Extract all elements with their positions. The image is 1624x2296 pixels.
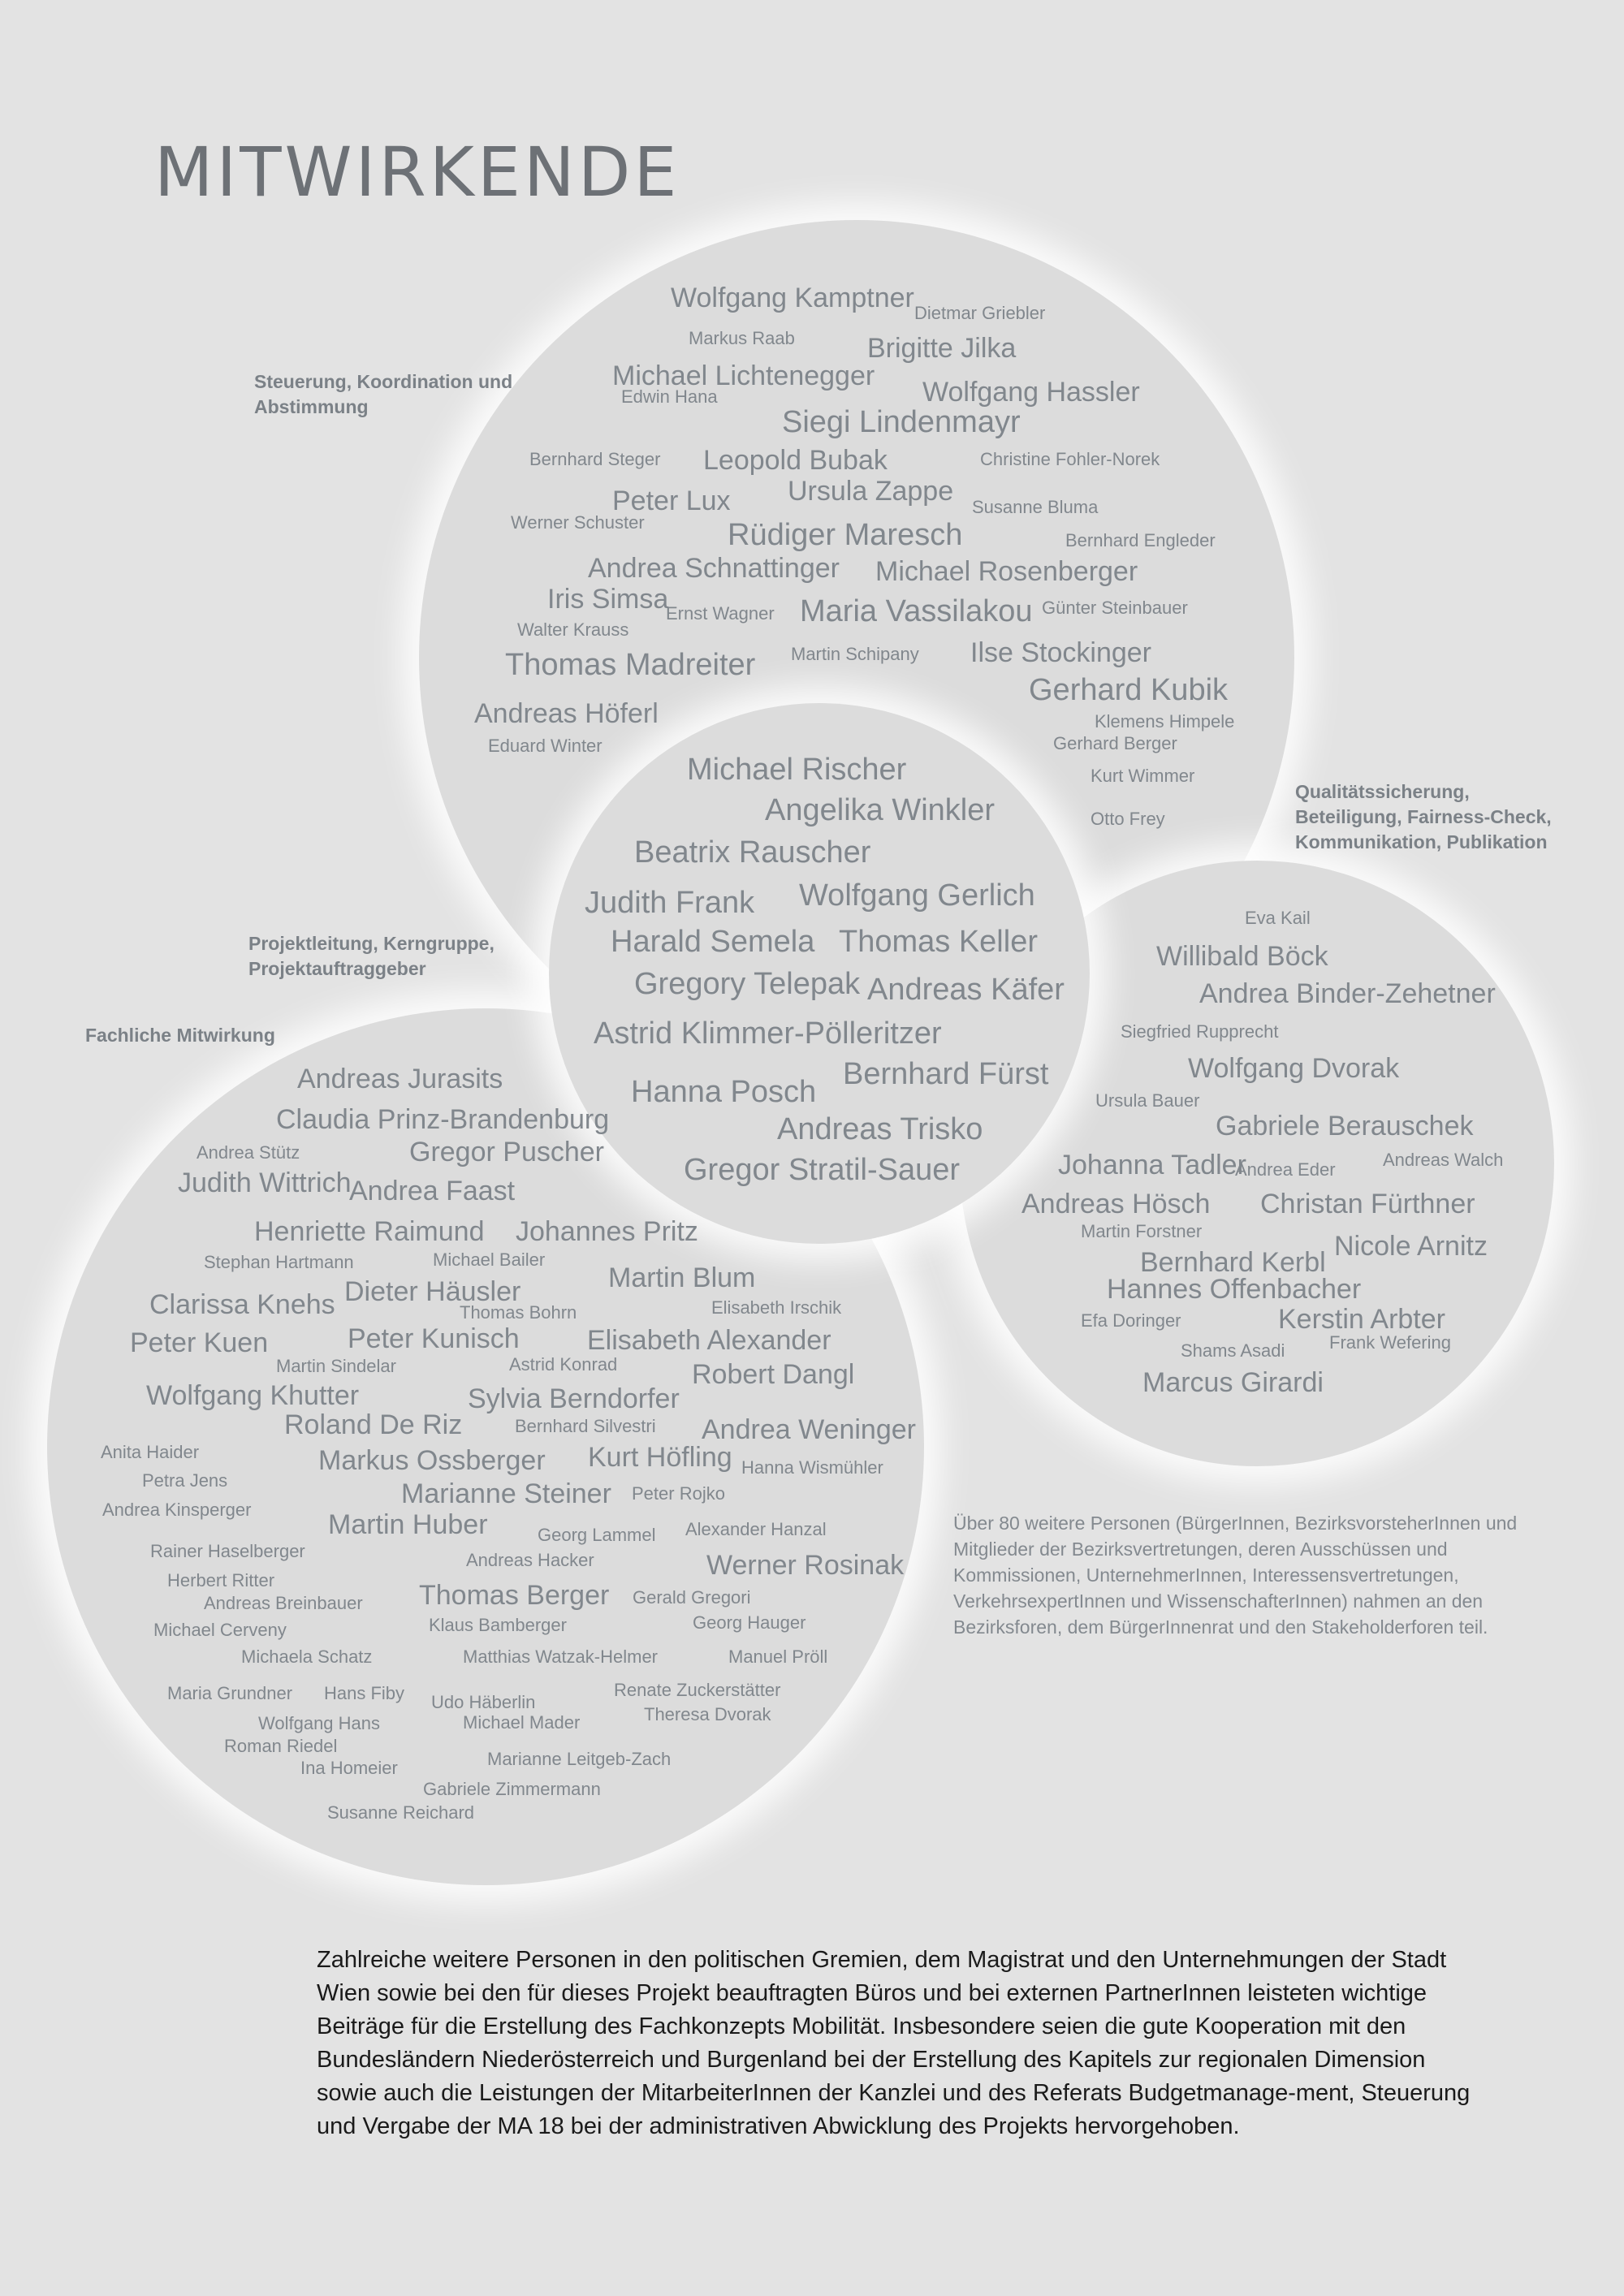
name-steuerung: Susanne Bluma	[972, 497, 1099, 517]
name-kern: Gregory Telepak	[634, 967, 861, 1001]
name-qualitaet: Kerstin Arbter	[1278, 1304, 1445, 1335]
name-fachlich: Roman Riedel	[224, 1736, 338, 1756]
name-steuerung: Thomas Madreiter	[505, 648, 756, 682]
name-fachlich: Michael Cerveny	[153, 1620, 287, 1640]
name-kern: Andreas Käfer	[867, 973, 1065, 1007]
name-kern: Judith Frank	[585, 886, 755, 920]
name-fachlich: Peter Kunisch	[348, 1323, 520, 1354]
label-fachliche-mitwirkung: Fachliche Mitwirkung	[85, 1025, 275, 1046]
name-steuerung: Ursula Zappe	[788, 476, 954, 507]
name-qualitaet: Johanna Tadler	[1058, 1150, 1246, 1180]
name-fachlich: Maria Grundner	[167, 1683, 293, 1703]
name-qualitaet: Eva Kail	[1245, 908, 1311, 928]
name-fachlich: Clarissa Knehs	[149, 1289, 335, 1320]
name-qualitaet: Gabriele Berauschek	[1216, 1111, 1474, 1142]
name-fachlich: Sylvia Berndorfer	[468, 1383, 680, 1414]
name-steuerung: Ernst Wagner	[666, 603, 775, 624]
name-steuerung: Werner Schuster	[511, 512, 645, 533]
name-fachlich: Theresa Dvorak	[644, 1704, 771, 1724]
name-steuerung: Günter Steinbauer	[1042, 598, 1188, 618]
name-steuerung: Edwin Hana	[621, 386, 718, 407]
name-steuerung: Walter Krauss	[517, 619, 629, 640]
name-steuerung: Martin Schipany	[791, 644, 919, 664]
name-steuerung: Wolfgang Hassler	[922, 377, 1140, 408]
name-fachlich: Renate Zuckerstätter	[614, 1680, 781, 1700]
name-steuerung: Christine Fohler-Norek	[980, 449, 1160, 469]
name-fachlich: Andreas Breinbauer	[204, 1593, 363, 1613]
name-steuerung: Michael Rosenberger	[875, 556, 1138, 587]
name-qualitaet: Siegfried Rupprecht	[1121, 1021, 1279, 1042]
name-fachlich: Anita Haider	[101, 1442, 200, 1462]
name-fachlich: Johannes Pritz	[516, 1216, 698, 1247]
name-steuerung: Markus Raab	[689, 328, 795, 348]
name-kern: Michael Rischer	[687, 753, 907, 787]
name-qualitaet: Willibald Böck	[1156, 941, 1328, 972]
name-fachlich: Thomas Berger	[419, 1580, 610, 1611]
name-fachlich: Claudia Prinz-Brandenburg	[276, 1104, 610, 1135]
name-fachlich: Elisabeth Irschik	[711, 1297, 842, 1318]
name-qualitaet: Christan Fürthner	[1260, 1189, 1475, 1219]
name-fachlich: Judith Wittrich	[178, 1167, 352, 1198]
name-fachlich: Udo Häberlin	[431, 1692, 536, 1712]
name-kern: Thomas Keller	[839, 925, 1038, 959]
name-qualitaet: Andrea Eder	[1235, 1159, 1336, 1180]
name-fachlich: Hanna Wismühler	[741, 1457, 883, 1478]
name-qualitaet: Frank Wefering	[1329, 1332, 1451, 1353]
name-steuerung: Gerhard Kubik	[1029, 673, 1229, 707]
name-steuerung: Leopold Bubak	[703, 445, 888, 476]
name-fachlich: Matthias Watzak-Helmer	[463, 1646, 659, 1667]
closing-paragraph: Zahlreiche weitere Personen in den politischen Gremien, dem Magistrat und den Unternehmungen der Stadt Wien sowie bei den für dieses Projekt beauftragten Büros und bei externen PartnerInnen leisteten wichtige Beiträge für die Erstellung des Fachkonzepts Mobilität. Insbesondere seien die gute Kooperation mit den Bundesländern Niederösterreich und Burgenland bei der Erstellung des Kapitels zur regionalen Dimension sowie auch die Leistungen der MitarbeiterInnen der Kanzlei und des Referats Budgetmanage-ment, Steuerung und Vergabe der MA 18 bei der administrativen Abwicklung des Projekts hervorgehoben.	[317, 1947, 1471, 2139]
name-qualitaet: Hannes Offenbacher	[1107, 1274, 1362, 1305]
name-steuerung: Wolfgang Kamptner	[671, 283, 914, 313]
name-qualitaet: Efa Doringer	[1081, 1310, 1181, 1331]
name-fachlich: Wolfgang Khutter	[146, 1380, 360, 1411]
name-fachlich: Andreas Hacker	[466, 1550, 594, 1570]
name-qualitaet: Andreas Hösch	[1021, 1189, 1211, 1219]
name-fachlich: Thomas Bohrn	[460, 1302, 577, 1323]
name-fachlich: Gerald Gregori	[633, 1587, 751, 1608]
name-fachlich: Bernhard Silvestri	[515, 1416, 656, 1436]
name-fachlich: Michael Bailer	[433, 1249, 546, 1270]
name-steuerung: Gerhard Berger	[1053, 733, 1177, 753]
name-steuerung: Dietmar Griebler	[914, 303, 1046, 323]
name-fachlich: Robert Dangl	[692, 1359, 855, 1390]
name-fachlich: Marianne Steiner	[401, 1478, 611, 1509]
name-steuerung: Rüdiger Maresch	[728, 518, 963, 552]
name-kern: Angelika Winkler	[765, 793, 995, 827]
name-steuerung: Siegi Lindenmayr	[782, 405, 1021, 439]
name-steuerung: Maria Vassilakou	[800, 594, 1033, 628]
name-fachlich: Stephan Hartmann	[204, 1252, 354, 1272]
name-fachlich: Dieter Häusler	[344, 1276, 521, 1307]
name-fachlich: Hans Fiby	[324, 1683, 405, 1703]
name-steuerung: Otto Frey	[1091, 809, 1165, 829]
name-steuerung: Iris Simsa	[547, 584, 669, 615]
name-fachlich: Henriette Raimund	[254, 1216, 485, 1247]
name-fachlich: Andrea Kinsperger	[102, 1500, 252, 1520]
name-steuerung: Andrea Schnattinger	[588, 553, 840, 584]
name-fachlich: Manuel Pröll	[728, 1646, 828, 1667]
name-steuerung: Bernhard Steger	[529, 449, 661, 469]
name-fachlich: Michael Mader	[463, 1712, 581, 1733]
name-kern: Harald Semela	[611, 925, 815, 959]
name-qualitaet: Martin Forstner	[1081, 1221, 1203, 1241]
name-fachlich: Andrea Weninger	[702, 1414, 916, 1445]
name-kern: Gregor Stratil-Sauer	[684, 1153, 961, 1187]
name-qualitaet: Ursula Bauer	[1095, 1090, 1200, 1111]
name-fachlich: Andrea Stütz	[197, 1142, 300, 1163]
name-steuerung: Peter Lux	[612, 486, 731, 516]
name-fachlich: Susanne Reichard	[327, 1802, 475, 1823]
name-steuerung: Kurt Wimmer	[1091, 766, 1195, 786]
name-qualitaet: Nicole Arnitz	[1334, 1231, 1488, 1262]
name-fachlich: Marianne Leitgeb-Zach	[487, 1749, 672, 1769]
name-fachlich: Werner Rosinak	[706, 1550, 905, 1581]
name-fachlich: Elisabeth Alexander	[587, 1325, 831, 1356]
name-fachlich: Gregor Puscher	[409, 1137, 604, 1167]
name-qualitaet: Marcus Girardi	[1142, 1367, 1324, 1398]
name-qualitaet: Andreas Walch	[1383, 1150, 1504, 1170]
name-kern: Beatrix Rauscher	[634, 835, 871, 870]
name-steuerung: Andreas Höferl	[474, 698, 659, 729]
name-fachlich: Klaus Bamberger	[429, 1615, 567, 1635]
name-qualitaet: Bernhard Kerbl	[1140, 1247, 1326, 1278]
name-fachlich: Gabriele Zimmermann	[423, 1779, 601, 1799]
name-fachlich: Ina Homeier	[300, 1758, 398, 1778]
name-fachlich: Alexander Hanzal	[685, 1519, 827, 1539]
name-fachlich: Herbert Ritter	[167, 1570, 275, 1590]
name-fachlich: Peter Rojko	[632, 1483, 725, 1504]
name-kern: Hanna Posch	[631, 1075, 817, 1109]
name-fachlich: Georg Hauger	[693, 1612, 806, 1633]
label-steuerung: Steuerung, Koordination und Abstimmung	[254, 371, 513, 417]
weitere-personen-note: Über 80 weitere Personen (BürgerInnen, BezirksvorsteherInnen und Mitglieder der Bezirksvertretungen, deren Ausschüssen und Kommissionen, UnternehmerInnen, Interessensvertretungen, VerkehrsexpertInnen und WissenschafterInnen) nahmen an den Bezirksforen, dem BürgerInnenrat und den Stakeholderforen teil.	[953, 1513, 1518, 1638]
name-kern: Andreas Trisko	[777, 1112, 983, 1146]
name-steuerung: Bernhard Engleder	[1065, 530, 1216, 550]
name-steuerung: Klemens Himpele	[1095, 711, 1235, 732]
name-fachlich: Andrea Faast	[349, 1176, 516, 1206]
name-fachlich: Wolfgang Hans	[258, 1713, 381, 1733]
name-fachlich: Astrid Konrad	[509, 1354, 618, 1375]
label-qualitaetssicherung: Qualitätssicherung, Beteiligung, Fairness-Check, Kommunikation, Publikation	[1295, 781, 1552, 852]
name-fachlich: Georg Lammel	[538, 1525, 656, 1545]
name-fachlich: Peter Kuen	[130, 1327, 269, 1358]
name-fachlich: Kurt Höfling	[588, 1442, 732, 1473]
name-fachlich: Martin Sindelar	[276, 1356, 396, 1376]
name-steuerung: Ilse Stockinger	[970, 637, 1151, 668]
name-fachlich: Andreas Jurasits	[297, 1064, 503, 1094]
name-fachlich: Markus Ossberger	[318, 1445, 546, 1476]
name-qualitaet: Shams Asadi	[1181, 1340, 1285, 1361]
name-fachlich: Martin Blum	[608, 1262, 756, 1293]
name-steuerung: Eduard Winter	[488, 736, 603, 756]
name-kern: Bernhard Fürst	[843, 1057, 1049, 1091]
name-qualitaet: Wolfgang Dvorak	[1188, 1053, 1400, 1084]
name-kern: Wolfgang Gerlich	[799, 878, 1035, 913]
name-fachlich: Rainer Haselberger	[150, 1541, 305, 1561]
name-fachlich: Michaela Schatz	[241, 1646, 373, 1667]
name-kern: Astrid Klimmer-Pölleritzer	[594, 1016, 942, 1051]
name-fachlich: Petra Jens	[142, 1470, 228, 1491]
name-steuerung: Michael Lichtenegger	[612, 360, 875, 391]
name-fachlich: Roland De Riz	[284, 1409, 463, 1440]
name-fachlich: Martin Huber	[328, 1509, 488, 1540]
name-steuerung: Brigitte Jilka	[867, 333, 1017, 364]
label-kerngruppe: Projektleitung, Kerngruppe, Projektauftraggeber	[248, 933, 495, 979]
page-title: MITWIRKENDE	[154, 132, 680, 212]
name-qualitaet: Andrea Binder-Zehetner	[1199, 978, 1496, 1009]
